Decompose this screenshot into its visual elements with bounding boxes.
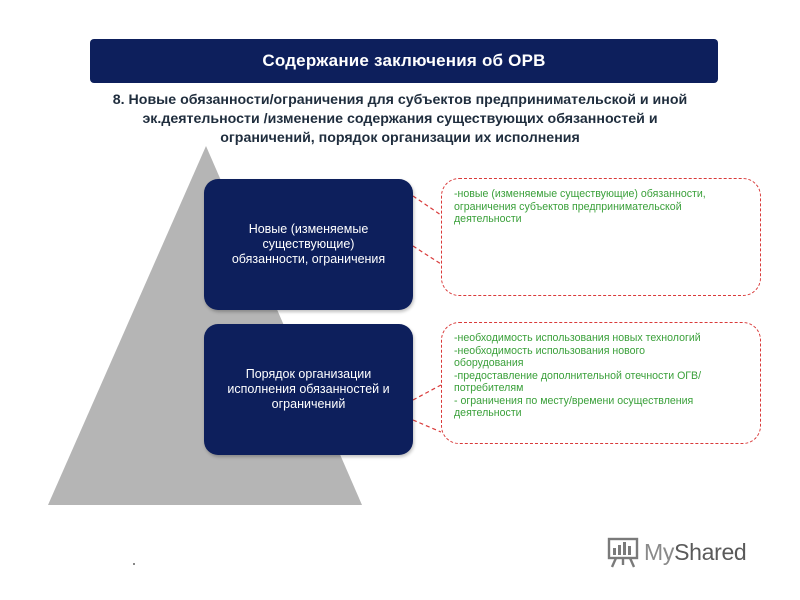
box-label-line: ограничений xyxy=(271,397,346,411)
box-label-line: Порядок организации xyxy=(245,367,372,381)
pyramid-box-new-obligations xyxy=(204,179,413,310)
logo-text-light: My xyxy=(644,538,675,565)
callout-line: потребителям xyxy=(454,382,524,394)
connector-bottom xyxy=(413,385,441,400)
logo-text xyxy=(644,539,746,566)
subtitle-line: эк.деятельности /изменение содержания существующих обязанностей и xyxy=(142,111,658,127)
stray-dot xyxy=(133,563,135,565)
callout-line: ограничения субъектов предпринимательской xyxy=(454,200,682,213)
callout-line: -необходимость использования нового xyxy=(454,344,646,357)
callout-line: деятельности xyxy=(454,407,522,419)
pyramid-box-execution-order xyxy=(204,324,413,455)
slide-subtitle xyxy=(40,91,760,148)
connector-top xyxy=(413,246,441,264)
logo-text-strong: Shared xyxy=(674,538,747,565)
callout-line: деятельности xyxy=(454,213,522,225)
box-label-line: существующие) xyxy=(262,237,355,251)
box-label xyxy=(227,367,389,412)
subtitle-line: ограничений, порядок организации их исполнения xyxy=(220,130,580,146)
connector-bottom-lower xyxy=(413,420,441,432)
callout-line: - ограничения по месту/времени осуществления xyxy=(454,394,694,407)
box-label-line: Новые (изменяемые xyxy=(248,222,369,236)
box-label-line: исполнения обязанностей и xyxy=(227,382,390,396)
callout-line: -новые (изменяемые существующие) обязанности, xyxy=(454,188,706,200)
callout-new-obligations xyxy=(441,178,761,296)
box-label-line: обязанности, ограничения xyxy=(231,252,386,266)
callout-execution-order xyxy=(441,322,761,444)
slide-title: Содержание заключения об ОРВ xyxy=(90,39,718,83)
connector-top-upper xyxy=(413,196,441,215)
subtitle-line: 8. Новые обязанности/ограничения для субъектов предпринимательской и иной xyxy=(112,92,688,108)
presentation-board-icon xyxy=(606,536,640,568)
callout-line: -необходимость использования новых технологий xyxy=(454,332,701,344)
callout-line: оборудования xyxy=(454,357,524,369)
box-label xyxy=(232,222,385,267)
myshared-logo xyxy=(606,536,746,568)
callout-line: -предоставление дополнительной отечности ОГВ/ xyxy=(454,369,702,382)
